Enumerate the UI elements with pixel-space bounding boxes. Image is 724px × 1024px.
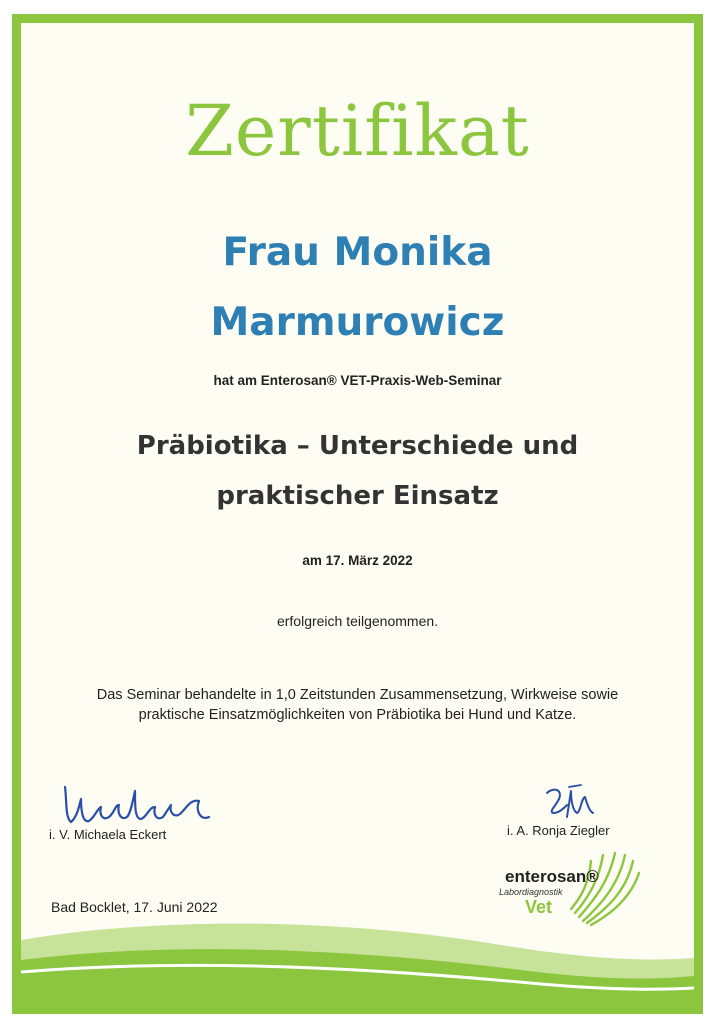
- certificate-title: Zertifikat: [185, 90, 530, 172]
- recipient-name-line2: Marmurowicz: [210, 300, 505, 345]
- logo-name: enterosan®: [505, 867, 599, 886]
- description-line2: praktische Einsatzmöglichkeiten von Präbiotika bei Hund und Katze.: [138, 707, 577, 723]
- place-and-date: Bad Bocklet, 17. Juni 2022: [51, 899, 218, 915]
- signer-right-name: i. A. Ronja Ziegler: [507, 823, 610, 838]
- logo-subtitle: Labordiagnostik: [499, 887, 563, 897]
- certificate-frame: [12, 14, 703, 1014]
- seminar-prefix: hat am Enterosan® VET-Praxis-Web-Seminar: [213, 373, 502, 388]
- signature-right: [541, 781, 601, 827]
- bottom-wave-decoration: [21, 910, 694, 1005]
- participation-text: erfolgreich teilgenommen.: [276, 613, 439, 629]
- description-line1: Das Seminar behandelte in 1,0 Zeitstunden Zusammensetzung, Wirkweise sowie: [96, 687, 619, 703]
- description: [21, 685, 694, 725]
- recipient-name-line1: Frau Monika: [222, 230, 493, 275]
- topic-line1: Präbiotika – Unterschiede und: [136, 431, 579, 461]
- topic-line2: praktischer Einsatz: [216, 481, 499, 511]
- logo-vet: Vet: [525, 897, 553, 917]
- signer-left-name: i. V. Michaela Eckert: [49, 827, 167, 842]
- seminar-date: am 17. März 2022: [302, 553, 413, 568]
